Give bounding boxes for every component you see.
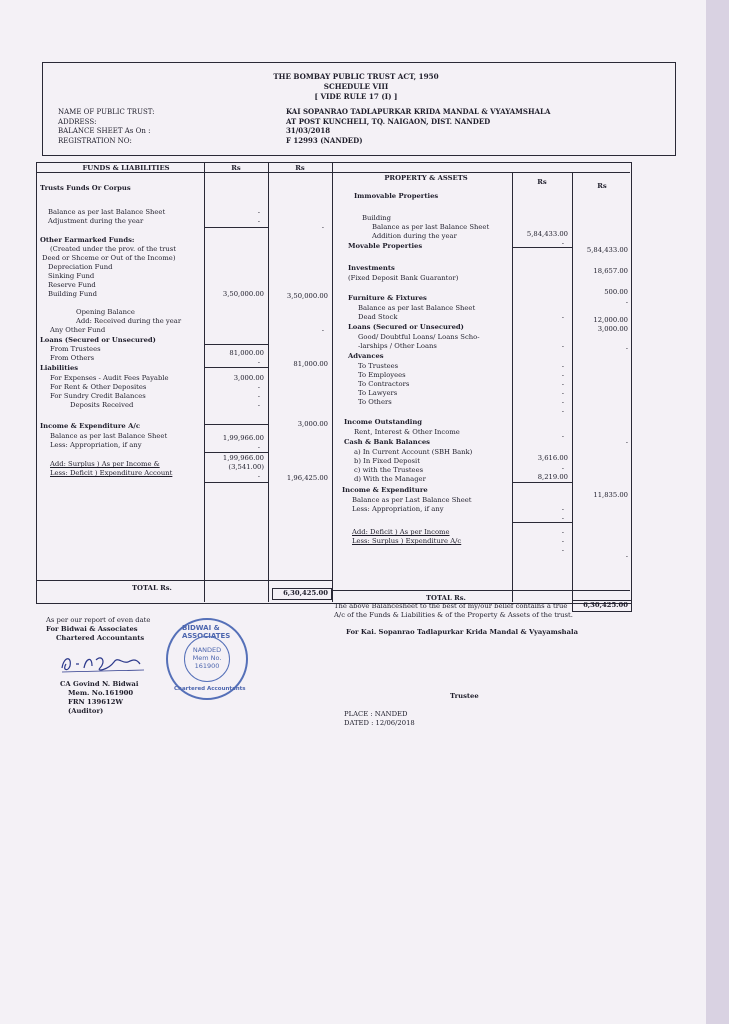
row-divider xyxy=(332,590,630,591)
place: PLACE : NANDED xyxy=(344,710,408,718)
ie-balance-value: 1,99,966.00 xyxy=(222,434,264,442)
col-divider xyxy=(204,162,205,602)
right-total-label: TOTAL Rs. xyxy=(426,594,466,602)
building-fund-value: 3,50,000.00 xyxy=(222,290,264,298)
stamp-top-text: BIDWAI & ASSOCIATES xyxy=(182,624,231,640)
rent-deposits: For Rent & Other Deposites xyxy=(50,383,147,391)
to-others: To Others xyxy=(358,398,392,406)
auditor-name: CA Govind N. Bidwai xyxy=(60,680,139,688)
trust-name: KAI SOPANRAO TADLAPURKAR KRIDA MANDAL & VYAYAMSHALA xyxy=(286,107,551,116)
good-doubtful-loans: -larships / Other Loans xyxy=(358,342,437,350)
immovable-heading: Immovable Properties xyxy=(354,192,439,200)
value-dash: - xyxy=(561,537,564,545)
value-dash: - xyxy=(561,313,564,321)
current-account: a) In Current Account (SBH Bank) xyxy=(354,448,473,456)
from-trustees-value: 81,000.00 xyxy=(229,349,264,357)
opening-balance: Opening Balance xyxy=(76,308,135,316)
address-label: ADDRESS: xyxy=(58,117,97,126)
liabilities-total: 3,000.00 xyxy=(297,420,328,428)
row-divider xyxy=(204,227,268,228)
ie-assets-less: Less: Appropriation, if any xyxy=(352,505,444,513)
building-fund-total: 3,50,000.00 xyxy=(286,292,328,300)
left-grand-total: 6,30,425.00 xyxy=(283,589,328,597)
value-dash: - xyxy=(561,546,564,554)
value-dash: - xyxy=(257,358,260,366)
building-fund: Building Fund xyxy=(48,290,97,298)
certification-note xyxy=(334,602,573,620)
depreciation-fund: Depreciation Fund xyxy=(48,263,113,271)
loans-heading: Loans (Secured or Unsecured) xyxy=(40,336,156,344)
to-employees: To Employees xyxy=(358,371,406,379)
less-deficit: Less: Deficit ) Expenditure Account xyxy=(50,469,173,477)
act-title: THE BOMBAY PUBLIC TRUST ACT, 1950 xyxy=(273,72,439,81)
investments-heading: Investments xyxy=(348,264,395,272)
add-deficit: Add: Deficit ) As per Income xyxy=(352,528,450,536)
trustee-label: Trustee xyxy=(450,692,479,700)
header-frame xyxy=(42,62,676,156)
balance-date: 31/03/2018 xyxy=(286,126,331,135)
good-doubtful-loans: Good/ Doubtful Loans/ Loans Scho- xyxy=(358,333,480,341)
value-dash: - xyxy=(561,432,564,440)
rs-header: Rs xyxy=(537,178,547,186)
furniture-balance: Balance as per last Balance Sheet xyxy=(358,304,476,312)
value-dash: - xyxy=(561,380,564,388)
audit-fees-payable: For Expenses - Audit Fees Payable xyxy=(50,374,169,382)
ie-total: 1,96,425.00 xyxy=(286,474,328,482)
auditor-frn: FRN 139612W xyxy=(68,698,124,706)
liabilities-heading: Liabilities xyxy=(40,364,79,372)
ie-assets-heading: Income & Expenditure xyxy=(342,486,428,494)
col-divider xyxy=(512,172,513,602)
auditor-block xyxy=(46,616,150,643)
value-dash: - xyxy=(561,362,564,370)
ie-subtotal: 1,99,966.00 xyxy=(222,454,264,462)
add-surplus: Add: Surplus ) As per Income & xyxy=(50,460,160,468)
value-dash: - xyxy=(625,344,628,352)
value-dash: - xyxy=(321,223,324,231)
building-label: Building xyxy=(362,214,391,222)
fd-guarantor: (Fixed Deposit Bank Guarantor) xyxy=(348,274,459,282)
value-dash: - xyxy=(257,472,260,480)
with-manager-value: 8,219.00 xyxy=(537,473,568,481)
deficit-value: (3,541.00) xyxy=(228,463,264,471)
trust-funds-heading: Trusts Funds Or Corpus xyxy=(40,184,131,192)
to-lawyers: To Lawyers xyxy=(358,389,398,397)
fixed-deposit: b) In Fixed Deposit xyxy=(354,457,420,465)
to-trustees: To Trustees xyxy=(358,362,399,370)
rs-header: Rs xyxy=(231,164,241,172)
earmarked-note: (Created under the prov. of the trust xyxy=(50,245,176,253)
row-divider xyxy=(204,344,268,345)
movable-heading: Movable Properties xyxy=(348,242,423,250)
rs-header: Rs xyxy=(295,164,305,172)
auditor-stamp xyxy=(166,618,248,700)
loans-total: 81,000.00 xyxy=(293,360,328,368)
ie-assets-balance: Balance as per Last Balance Sheet xyxy=(352,496,472,504)
audit-fees-value: 3,000.00 xyxy=(233,374,264,382)
building-balance-prev: Balance as per last Balance Sheet xyxy=(372,223,490,231)
trustee-org: For Kai. Sopanrao Tadlapurkar Krida Mandal & Vyayamshala xyxy=(346,628,578,636)
to-contractors: To Contractors xyxy=(358,380,410,388)
registration-no: F 12993 (NANDED) xyxy=(286,135,363,145)
income-expenditure-heading: Income & Expenditure A/c xyxy=(40,422,141,430)
cash-bank-total: 11,835.00 xyxy=(593,491,628,499)
left-total-label: TOTAL Rs. xyxy=(132,584,172,592)
value-dash: - xyxy=(257,443,260,451)
place-date-block xyxy=(344,710,415,728)
value-dash: - xyxy=(561,389,564,397)
value-dash: - xyxy=(257,392,260,400)
note-line: A/c of the Funds & Liabilities & of the Property & Assets of the trust. xyxy=(334,611,573,619)
trust-name-label: NAME OF PUBLIC TRUST: xyxy=(58,108,155,116)
value-dash: - xyxy=(561,342,564,350)
dated: DATED : 12/06/2018 xyxy=(344,719,415,727)
value-dash: - xyxy=(561,398,564,406)
reserve-fund: Reserve Fund xyxy=(48,281,96,289)
advances-heading: Advances xyxy=(348,352,384,360)
building-balance-value: 5,84,433.00 xyxy=(526,230,568,238)
building-addition: Addition during the year xyxy=(372,232,457,240)
right-grand-total: 6,30,425.00 xyxy=(583,601,628,609)
from-others: From Others xyxy=(50,354,95,362)
value-dash: - xyxy=(625,298,628,306)
ie-balance: Balance as per last Balance Sheet xyxy=(50,432,168,440)
row-divider xyxy=(204,367,268,368)
value-dash: - xyxy=(257,383,260,391)
row-divider xyxy=(512,522,572,523)
auditor-mem-no: Mem. No.161900 xyxy=(68,689,134,697)
from-trustees: From Trustees xyxy=(50,345,101,353)
furniture-heading: Furniture & Fixtures xyxy=(348,294,427,302)
auditor-details xyxy=(60,680,138,716)
any-other-fund: Any Other Fund xyxy=(50,326,106,334)
income-outstanding-heading: Income Outstanding xyxy=(344,418,423,426)
value-dash: - xyxy=(561,528,564,536)
ie-less: Less: Appropriation, if any xyxy=(50,441,142,449)
row-divider xyxy=(204,424,268,425)
deposits-received: Deposits Received xyxy=(70,401,134,409)
registration-label: REGISTRATION NO: xyxy=(58,136,132,145)
current-account-value: 3,616.00 xyxy=(537,454,568,462)
address: AT POST KUNCHELI, TQ. NAIGAON, DIST. NANDED xyxy=(286,116,491,126)
col-divider xyxy=(268,162,269,602)
balance-sheet xyxy=(36,62,676,662)
auditor-title: Chartered Accountants xyxy=(56,634,145,642)
value-dash: - xyxy=(561,407,564,415)
auditor-signature xyxy=(58,650,148,676)
with-trustees: c) with the Trustees xyxy=(354,466,424,474)
other-earmarked-heading: Other Earmarked Funds: xyxy=(40,236,135,244)
value-dash: - xyxy=(561,514,564,522)
sundry-credit: For Sundry Credit Balances xyxy=(50,392,146,400)
row-divider xyxy=(36,172,630,173)
stamp-center xyxy=(184,636,230,682)
stamp-city: NANDED xyxy=(192,646,222,654)
schedule-title: SCHEDULE VIII xyxy=(323,82,389,91)
investments-value: 18,657.00 xyxy=(593,267,628,275)
rule-title: [ VIDE RULE 17 (I) ] xyxy=(314,92,398,101)
note-line: The above Balancesheet to the best of my/our belief contains a true xyxy=(334,602,568,610)
property-assets-header: PROPERTY & ASSETS xyxy=(384,174,468,182)
auditor-firm: For Bidwai & Associates xyxy=(46,625,138,633)
auditor-report-line: As per our report of even date xyxy=(46,616,151,624)
rs-header: Rs xyxy=(597,182,607,190)
stamp-mem-label: Mem No. xyxy=(192,654,222,662)
furniture-total: 12,000.00 xyxy=(593,316,628,324)
value-dash: - xyxy=(561,239,564,247)
col-divider xyxy=(572,172,573,602)
value-dash: - xyxy=(625,552,628,560)
value-dash: - xyxy=(561,505,564,513)
value-dash: - xyxy=(257,217,260,225)
row-divider xyxy=(512,247,572,248)
dead-stock-total: 3,000.00 xyxy=(597,325,628,333)
stamp-bottom-text: Chartered Accountants xyxy=(174,686,246,692)
less-surplus: Less: Surplus ) Expenditure A/c xyxy=(352,537,462,545)
cash-bank-heading: Cash & Bank Balances xyxy=(344,438,430,446)
value-dash: - xyxy=(321,326,324,334)
scan-edge xyxy=(706,0,729,1024)
movable-subvalue: 500.00 xyxy=(604,288,628,296)
value-dash: - xyxy=(257,208,260,216)
row-divider xyxy=(204,452,268,453)
earmarked-note: Deed or Shceme or Out of the Income) xyxy=(42,254,176,262)
value-dash: - xyxy=(561,371,564,379)
row-divider xyxy=(512,482,572,483)
value-dash: - xyxy=(561,464,564,472)
funds-liabilities-header: FUNDS & LIABILITIES xyxy=(82,164,170,172)
auditor-role: (Auditor) xyxy=(68,707,104,715)
value-dash: - xyxy=(625,438,628,446)
trust-adjustment: Adjustment during the year xyxy=(48,217,144,225)
row-divider xyxy=(204,482,268,483)
sinking-fund: Sinking Fund xyxy=(48,272,95,280)
add-received: Add: Received during the year xyxy=(76,317,182,325)
building-total: 5,84,433.00 xyxy=(586,246,628,254)
col-divider xyxy=(332,162,333,602)
trust-balance-prev: Balance as per last Balance Sheet xyxy=(48,208,166,216)
with-manager: d) With the Manager xyxy=(354,475,426,483)
dead-stock: Dead Stock xyxy=(358,313,398,321)
balance-date-label: BALANCE SHEET As On : xyxy=(58,127,151,135)
loans-assets-heading: Loans (Secured or Unsecured) xyxy=(348,323,464,331)
value-dash: - xyxy=(257,401,260,409)
row-divider xyxy=(36,580,332,581)
stamp-mem-no: 161900 xyxy=(194,662,220,670)
rent-interest: Rent, Interest & Other Income xyxy=(354,428,460,436)
